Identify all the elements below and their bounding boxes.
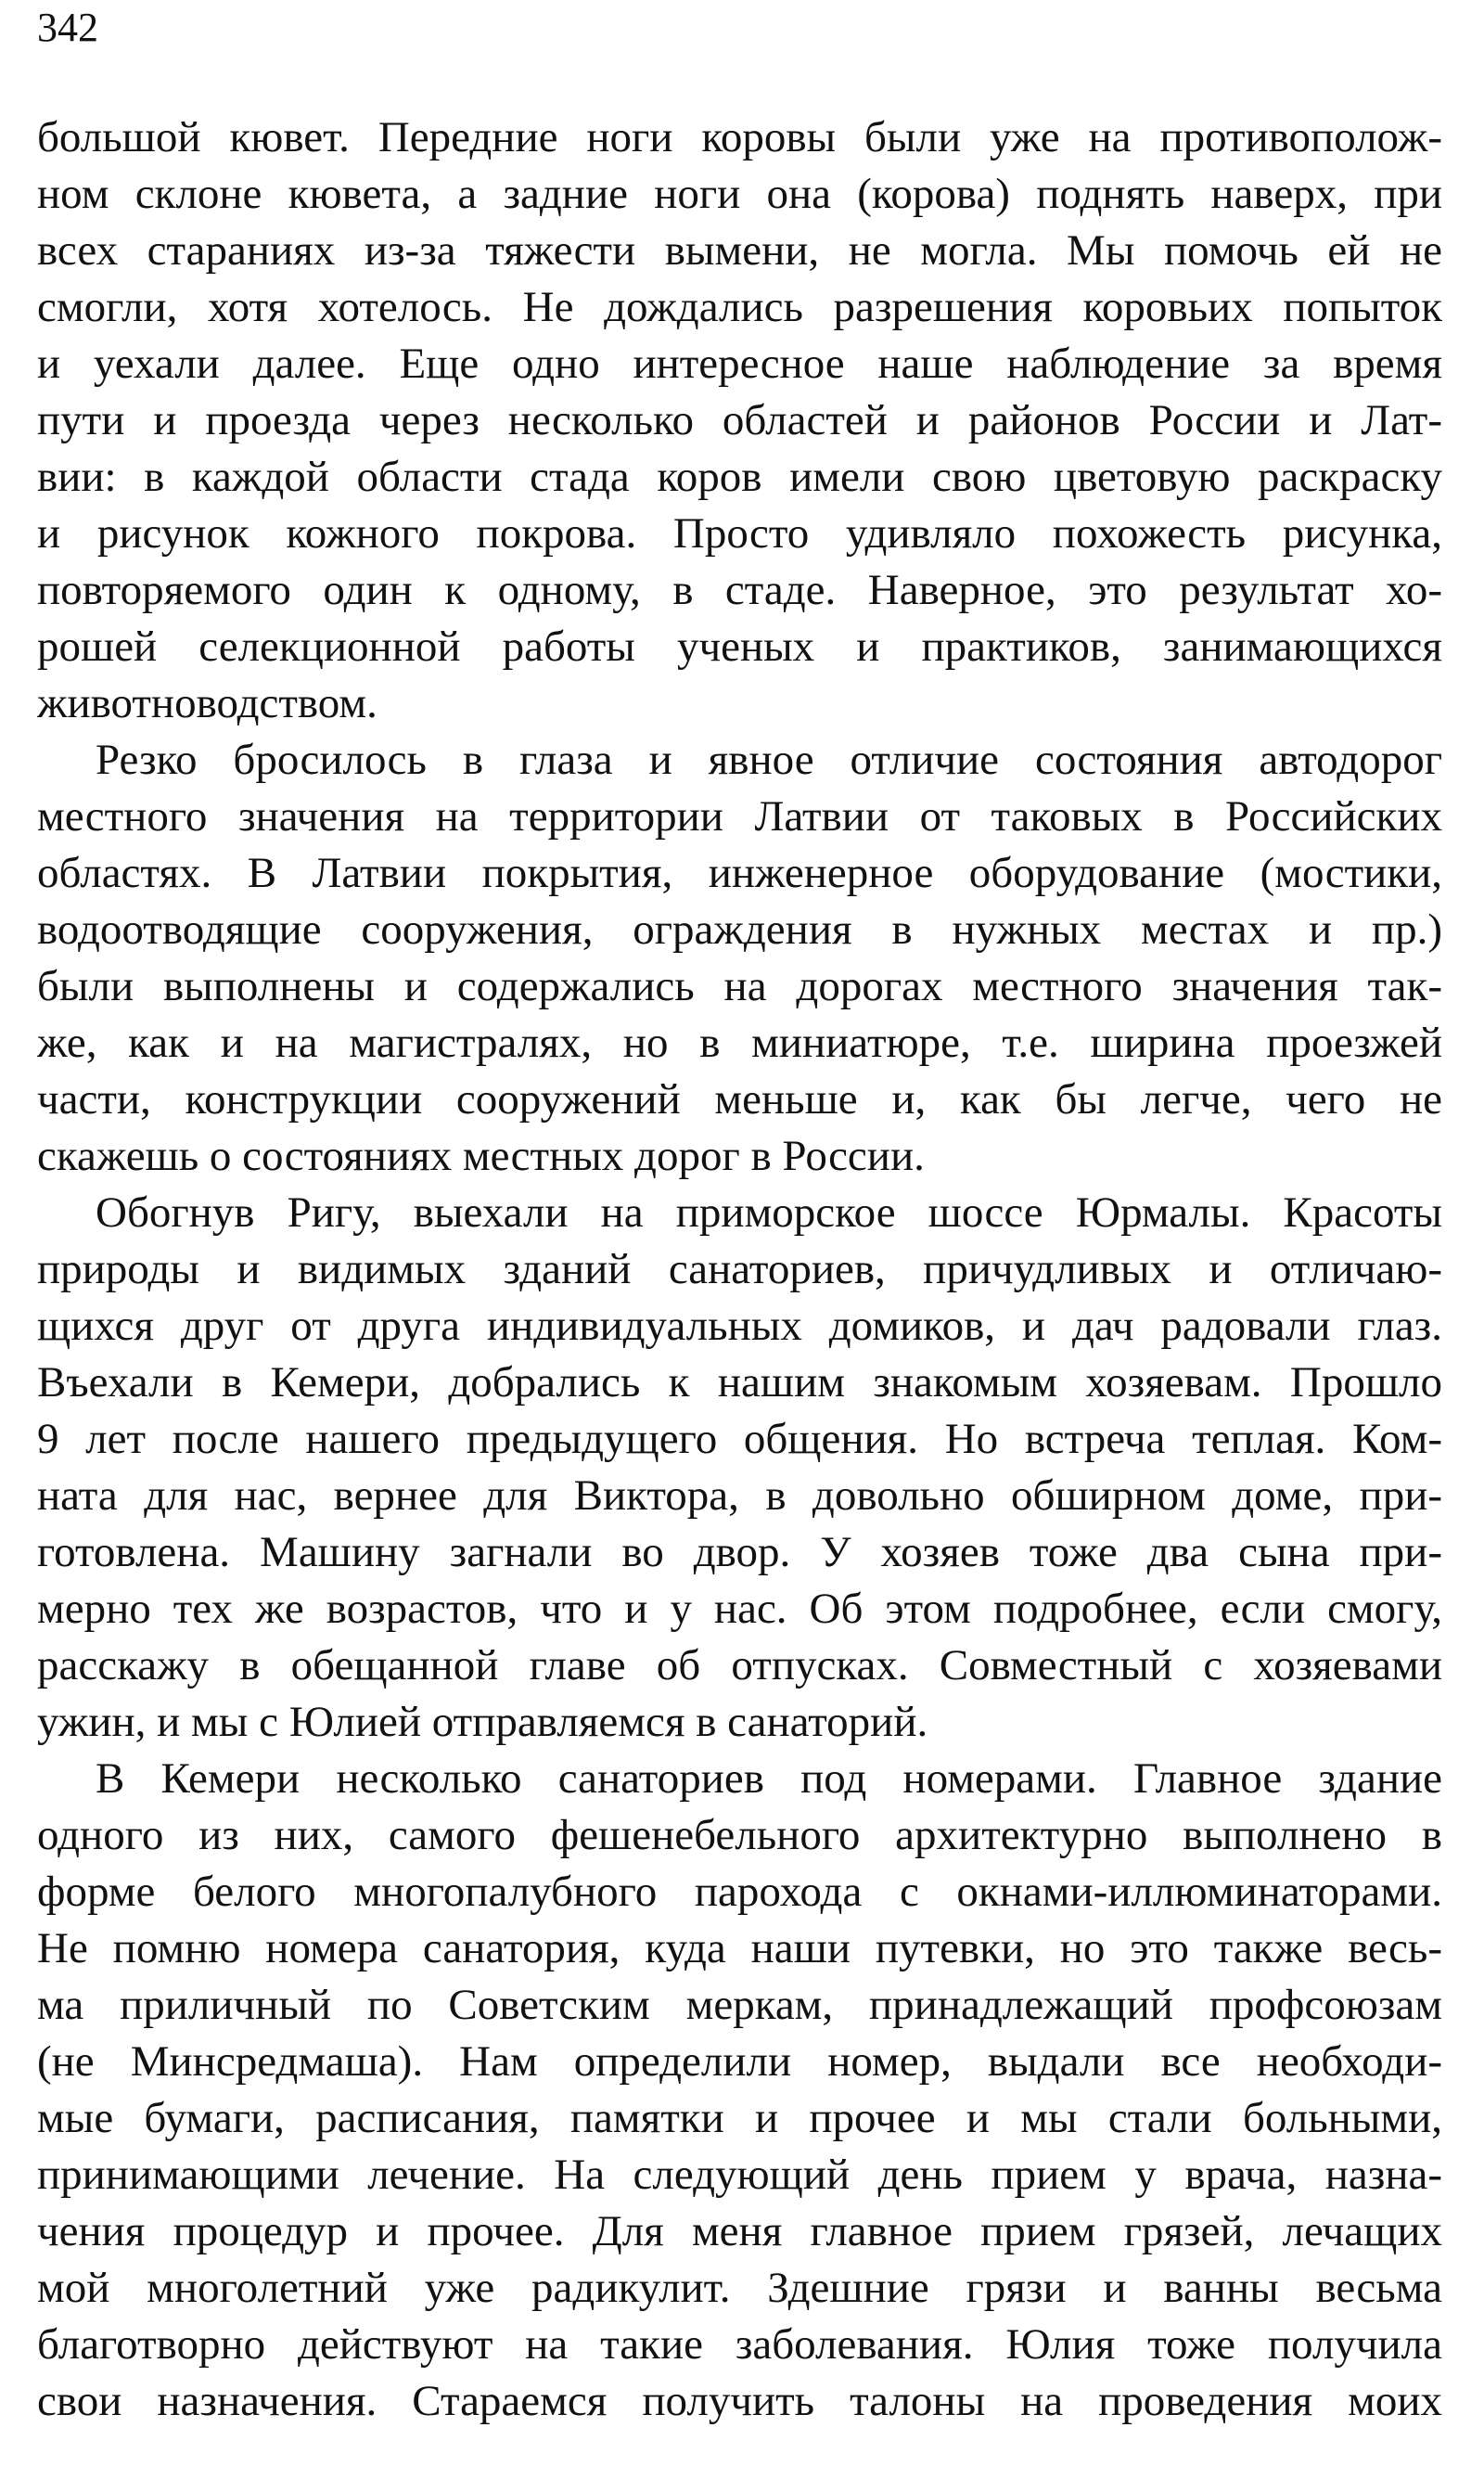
text-line: ма приличный по Советским меркам, принадлежащий профсоюзам: [37, 1981, 1442, 2029]
text-line: водоотводящие сооружения, ограждения в нужных местах и пр.): [37, 905, 1442, 954]
text-line: части, конструкции сооружений меньше и, как бы легче, чего не: [37, 1075, 1442, 1124]
text-line: благотворно действуют на такие заболевания. Юлия тоже получила: [37, 2320, 1442, 2369]
text-line: смогли, хотя хотелось. Не дождались разрешения коровьих попыток: [37, 283, 1442, 331]
text-line: мой многолетний уже радикулит. Здешние грязи и ванны весьма: [37, 2264, 1442, 2312]
text-line: В Кемери несколько санаториев под номерами. Главное здание: [96, 1754, 1442, 1803]
text-line: одного из них, самого фешенебельного архитектурно выполнено в: [37, 1811, 1442, 1859]
text-line: же, как и на магистралях, но в миниатюре, т.е. ширина проезжей: [37, 1019, 1442, 1067]
text-line: мерно тех же возрастов, что и у нас. Об этом подробнее, если смогу,: [37, 1585, 1442, 1633]
text-line: форме белого многопалубного парохода с окнами-иллюминаторами.: [37, 1868, 1442, 1916]
text-line: повторяемого один к одному, в стаде. Наверное, это результат хо-: [37, 566, 1442, 614]
text-line: чения процедур и прочее. Для меня главное прием грязей, лечащих: [37, 2207, 1442, 2255]
text-line: расскажу в обещанной главе об отпусках. Совместный с хозяевами: [37, 1641, 1442, 1689]
text-line: Не помню номера санатория, куда наши путевки, но это также весь-: [37, 1924, 1442, 1972]
text-line: были выполнены и содержались на дорогах местного значения так-: [37, 962, 1442, 1010]
text-line: (не Минсредмаша). Нам определили номер, выдали все необходи-: [37, 2037, 1442, 2086]
text-line: природы и видимых зданий санаториев, причудливых и отличаю-: [37, 1245, 1442, 1293]
text-line: всех стараниях из-за тяжести вымени, не могла. Мы помочь ей не: [37, 226, 1442, 275]
text-line: областях. В Латвии покрытия, инженерное оборудование (мостики,: [37, 849, 1442, 897]
text-line: пути и проезда через несколько областей и районов России и Лат-: [37, 396, 1442, 444]
text-line: щихся друг от друга индивидуальных домиков, и дач радовали глаз.: [37, 1302, 1442, 1350]
text-line: Резко бросилось в глаза и явное отличие состояния автодорог: [96, 736, 1442, 784]
body-text: [37, 109, 1442, 2430]
text-line: Въехали в Кемери, добрались к нашим знакомым хозяевам. Прошло: [37, 1358, 1442, 1406]
text-line: большой кювет. Передние ноги коровы были уже на противополож-: [37, 113, 1442, 161]
text-line: ном склоне кювета, а задние ноги она (корова) поднять наверх, при: [37, 170, 1442, 218]
text-line: мые бумаги, расписания, памятки и прочее и мы стали больными,: [37, 2094, 1442, 2142]
text-line: Обогнув Ригу, выехали на приморское шоссе Юрмалы. Красоты: [96, 1188, 1442, 1237]
text-line: свои назначения. Стараемся получить талоны на проведения моих: [37, 2377, 1442, 2425]
text-line: и уехали далее. Еще одно интересное наше наблюдение за время: [37, 340, 1442, 388]
text-line: рошей селекционной работы ученых и практиков, занимающихся: [37, 623, 1442, 671]
text-line: ната для нас, вернее для Виктора, в довольно обширном доме, при-: [37, 1471, 1442, 1520]
text-line: животноводством.: [37, 679, 377, 727]
text-line: готовлена. Машину загнали во двор. У хозяев тоже два сына при-: [37, 1528, 1442, 1576]
text-line: 9 лет после нашего предыдущего общения. Но встреча теплая. Ком-: [37, 1415, 1442, 1463]
text-line: скажешь о состояниях местных дорог в России.: [37, 1132, 925, 1180]
page-number: 342: [37, 5, 98, 50]
text-line: вии: в каждой области стада коров имели свою цветовую раскраску: [37, 453, 1442, 501]
text-line: и рисунок кожного покрова. Просто удивляло похожесть рисунка,: [37, 509, 1442, 558]
text-line: ужин, и мы с Юлией отправляемся в санаторий.: [37, 1698, 928, 1746]
text-line: местного значения на территории Латвии от таковых в Российских: [37, 792, 1442, 841]
text-line: принимающими лечение. На следующий день прием у врача, назна-: [37, 2151, 1442, 2199]
